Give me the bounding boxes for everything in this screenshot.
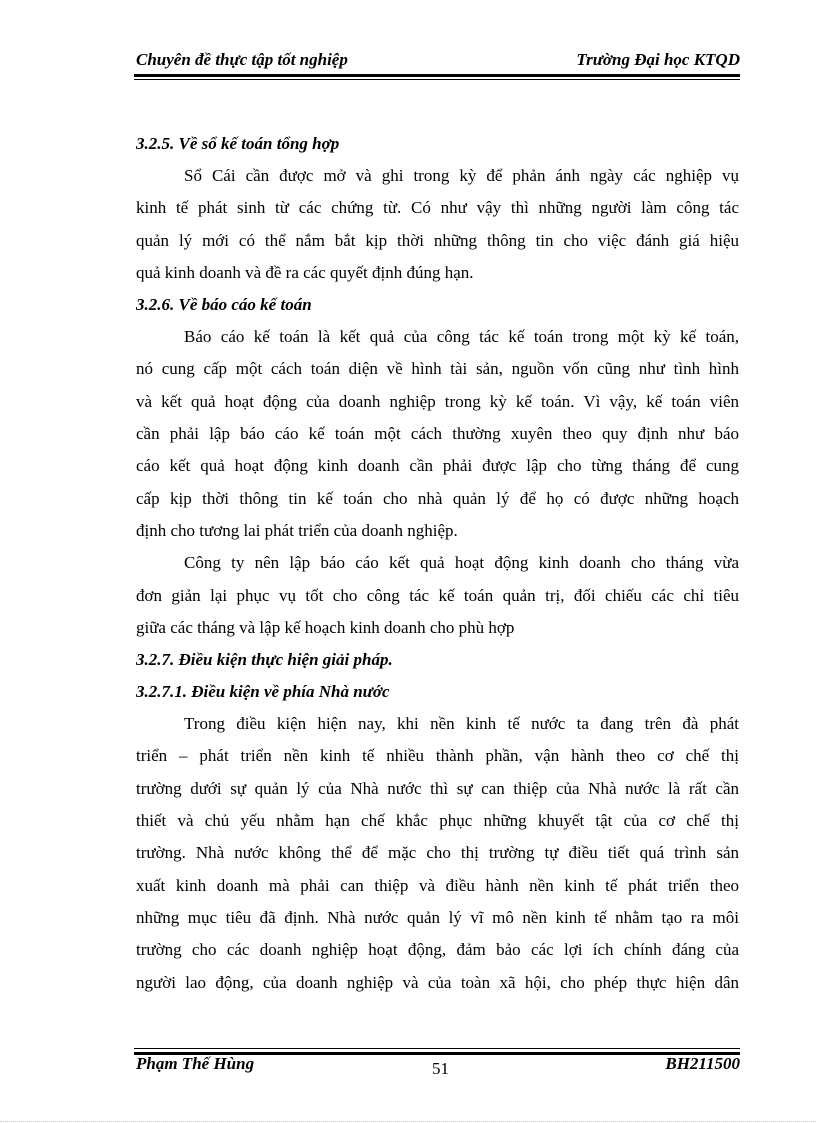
page-body: [136, 128, 739, 999]
text-line: cáo kết quả hoạt động kinh doanh cần phải được lập cho từng tháng để cung: [136, 456, 739, 476]
section-heading-3-2-7: 3.2.7. Điều kiện thực hiện giải pháp.: [136, 650, 393, 670]
text-line: cấp kịp thời thông tin kế toán cho nhà quản lý để họ có được những hoạch: [136, 488, 739, 508]
text-line: trường dưới sự quản lý của Nhà nước thì sự can thiệp của Nhà nước là rất cần: [136, 778, 739, 798]
text-line: thiết và chủ yếu nhằm hạn chế khắc phục những khuyết tật của cơ chế thị: [136, 811, 739, 831]
text-line: Trong điều kiện hiện nay, khi nền kinh tế nước ta đang trên đà phát: [184, 714, 739, 734]
header-school: Trường Đại học KTQD: [576, 50, 740, 69]
header-rule-thick: [134, 74, 740, 77]
text-line: và kết quả hoạt động của doanh nghiệp trong kỳ kế toán. Vì vậy, kế toán viên: [136, 391, 739, 411]
footer-student-code: BH211500: [665, 1054, 740, 1073]
paragraph: [136, 708, 739, 999]
footer-author: Phạm Thế Hùng: [136, 1054, 255, 1073]
text-line: giữa các tháng và lập kế hoạch kinh doanh cho phù hợp: [136, 617, 515, 637]
footer-rule-thin: [134, 1048, 740, 1049]
section-heading-3-2-7-1: 3.2.7.1. Điều kiện về phía Nhà nước: [136, 682, 390, 702]
page-number: 51: [432, 1059, 449, 1078]
section-heading-3-2-5: 3.2.5. Về sổ kế toán tổng hợp: [136, 134, 340, 153]
page-edge-divider: [0, 1121, 816, 1122]
text-line: Báo cáo kế toán là kết quả của công tác kế toán trong một kỳ kế toán,: [184, 327, 739, 347]
text-line: xuất kinh doanh mà phải can thiệp và điều hành nền kinh tế phát triển theo: [136, 875, 739, 895]
header-title: Chuyên đề thực tập tốt nghiệp: [136, 50, 348, 69]
text-line: Sổ Cái cần được mở và ghi trong kỳ để phản ánh ngày các nghiệp vụ: [184, 166, 739, 185]
text-line: người lao động, của doanh nghiệp và của toàn xã hội, cho phép thực hiện dân: [136, 972, 739, 992]
text-line: quả kinh doanh và đề ra các quyết định đúng hạn.: [136, 262, 474, 282]
text-line: triển – phát triển nền kinh tế nhiều thành phần, vận hành theo cơ chế thị: [136, 746, 739, 766]
header-rule-thin: [134, 79, 740, 80]
section-heading-3-2-6: 3.2.6. Về báo cáo kế toán: [136, 295, 312, 315]
page-footer: [134, 1054, 740, 1084]
text-line: trường cho các doanh nghiệp hoạt động, đảm bảo các lợi ích chính đáng của: [136, 940, 739, 960]
paragraph: [136, 321, 739, 547]
paragraph: [136, 547, 739, 644]
text-line: nó cung cấp một cách toán diện về hình tài sản, nguồn vốn cũng như tình hình: [136, 359, 739, 379]
text-line: trường. Nhà nước không thể để mặc cho thị trường tự điều tiết quá trình sản: [136, 843, 739, 863]
text-line: cần phải lập báo cáo kế toán một cách thường xuyên theo quy định như báo: [136, 424, 739, 444]
text-line: định cho tương lai phát triển của doanh nghiệp.: [136, 520, 458, 540]
text-line: quản lý mới có thể nắm bắt kịp thời những thông tin cho việc đánh giá hiệu: [136, 230, 739, 250]
text-line: Công ty nên lập báo cáo kết quả hoạt động kinh doanh cho tháng vừa: [184, 553, 739, 573]
text-line: những mục tiêu đã định. Nhà nước quản lý vĩ mô nền kinh tế nhằm tạo ra môi: [136, 907, 739, 927]
paragraph: [136, 160, 739, 289]
text-line: kinh tế phát sinh từ các chứng từ. Có như vậy thì những người làm công tác: [136, 198, 739, 218]
text-line: đơn giản lại phục vụ tốt cho công tác kế toán quản trị, đối chiếu các chỉ tiêu: [136, 585, 739, 605]
page-header: [134, 48, 740, 74]
